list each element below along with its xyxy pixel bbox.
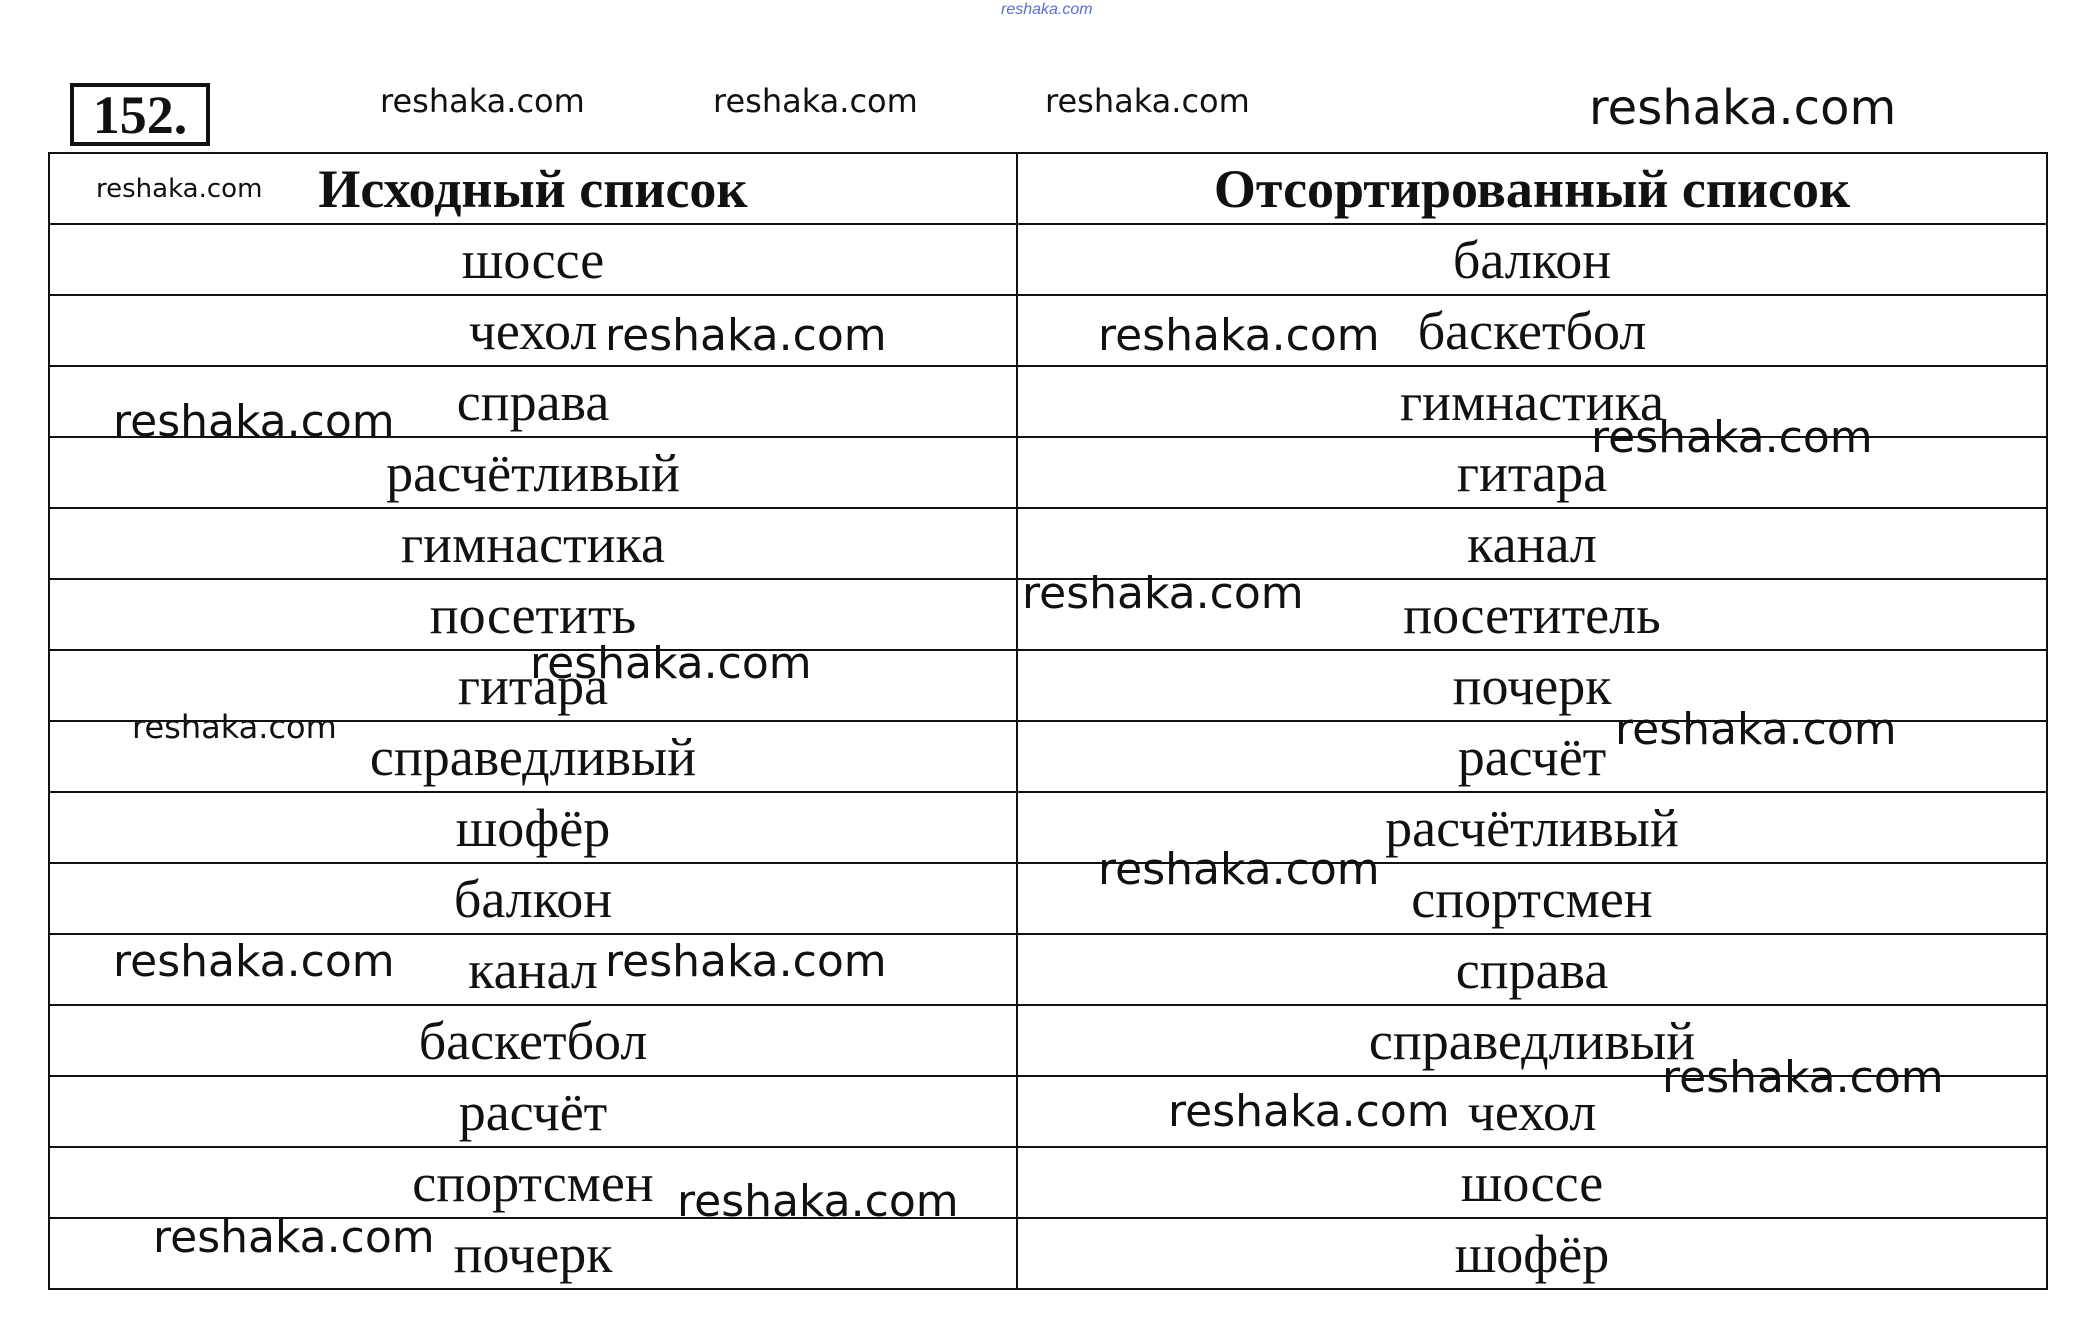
- sorted-word: посетитель: [1017, 579, 2047, 650]
- watermark: reshaka.com: [1022, 568, 1304, 619]
- table-header-row: [49, 153, 2047, 224]
- original-word: гитара: [49, 650, 1017, 721]
- original-word: справедливый: [49, 721, 1017, 792]
- watermark: reshaka.com: [530, 638, 812, 689]
- top-watermark: reshaka.com: [1001, 1, 1093, 18]
- watermark: reshaka.com: [1589, 80, 1897, 136]
- table-row: [49, 792, 2047, 863]
- watermark: reshaka.com: [1098, 310, 1380, 361]
- sorted-word: гимнастика: [1017, 366, 2047, 437]
- table-row: [49, 224, 2047, 295]
- watermark: reshaka.com: [1168, 1086, 1450, 1137]
- header-original-list: Исходный список: [49, 153, 1017, 224]
- watermark: reshaka.com: [713, 82, 918, 120]
- original-word: гимнастика: [49, 508, 1017, 579]
- original-word: почерк: [49, 1218, 1017, 1289]
- table-row: [49, 1147, 2047, 1218]
- sorted-word: справа: [1017, 934, 2047, 1005]
- watermark: reshaka.com: [1098, 844, 1380, 895]
- watermark: reshaka.com: [1615, 704, 1897, 755]
- watermark: reshaka.com: [96, 174, 263, 204]
- sorted-word: гитара: [1017, 437, 2047, 508]
- watermark: reshaka.com: [1662, 1052, 1944, 1103]
- sorted-word: расчёт: [1017, 721, 2047, 792]
- sorted-word: канал: [1017, 508, 2047, 579]
- original-word: расчёт: [49, 1076, 1017, 1147]
- watermark: reshaka.com: [677, 1176, 959, 1227]
- watermark: reshaka.com: [132, 708, 337, 746]
- original-word: шофёр: [49, 792, 1017, 863]
- sorted-word: спортсмен: [1017, 863, 2047, 934]
- original-word: баскетбол: [49, 1005, 1017, 1076]
- sorted-word: балкон: [1017, 224, 2047, 295]
- watermark: reshaka.com: [113, 396, 395, 447]
- watermark: reshaka.com: [113, 936, 395, 987]
- sorted-word: шофёр: [1017, 1218, 2047, 1289]
- watermark: reshaka.com: [380, 82, 585, 120]
- table-row: [49, 863, 2047, 934]
- sorted-word: чехол: [1017, 1076, 2047, 1147]
- original-word: спортсмен: [49, 1147, 1017, 1218]
- header-sorted-list: Отсортированный список: [1017, 153, 2047, 224]
- watermark: reshaka.com: [1591, 412, 1873, 463]
- watermark: reshaka.com: [605, 310, 887, 361]
- sorted-word: баскетбол: [1017, 295, 2047, 366]
- sorted-word: шоссе: [1017, 1147, 2047, 1218]
- original-word: чехол: [49, 295, 1017, 366]
- watermark: reshaka.com: [153, 1212, 435, 1263]
- sorted-word: справедливый: [1017, 1005, 2047, 1076]
- original-word: расчётливый: [49, 437, 1017, 508]
- watermark: reshaka.com: [1045, 82, 1250, 120]
- task-number: 152.: [70, 83, 210, 146]
- watermark: reshaka.com: [605, 936, 887, 987]
- original-word: справа: [49, 366, 1017, 437]
- original-word: посетить: [49, 579, 1017, 650]
- original-word: шоссе: [49, 224, 1017, 295]
- original-word: балкон: [49, 863, 1017, 934]
- sorted-word: почерк: [1017, 650, 2047, 721]
- original-word: канал: [49, 934, 1017, 1005]
- table-row: [49, 295, 2047, 366]
- sorted-word: расчётливый: [1017, 792, 2047, 863]
